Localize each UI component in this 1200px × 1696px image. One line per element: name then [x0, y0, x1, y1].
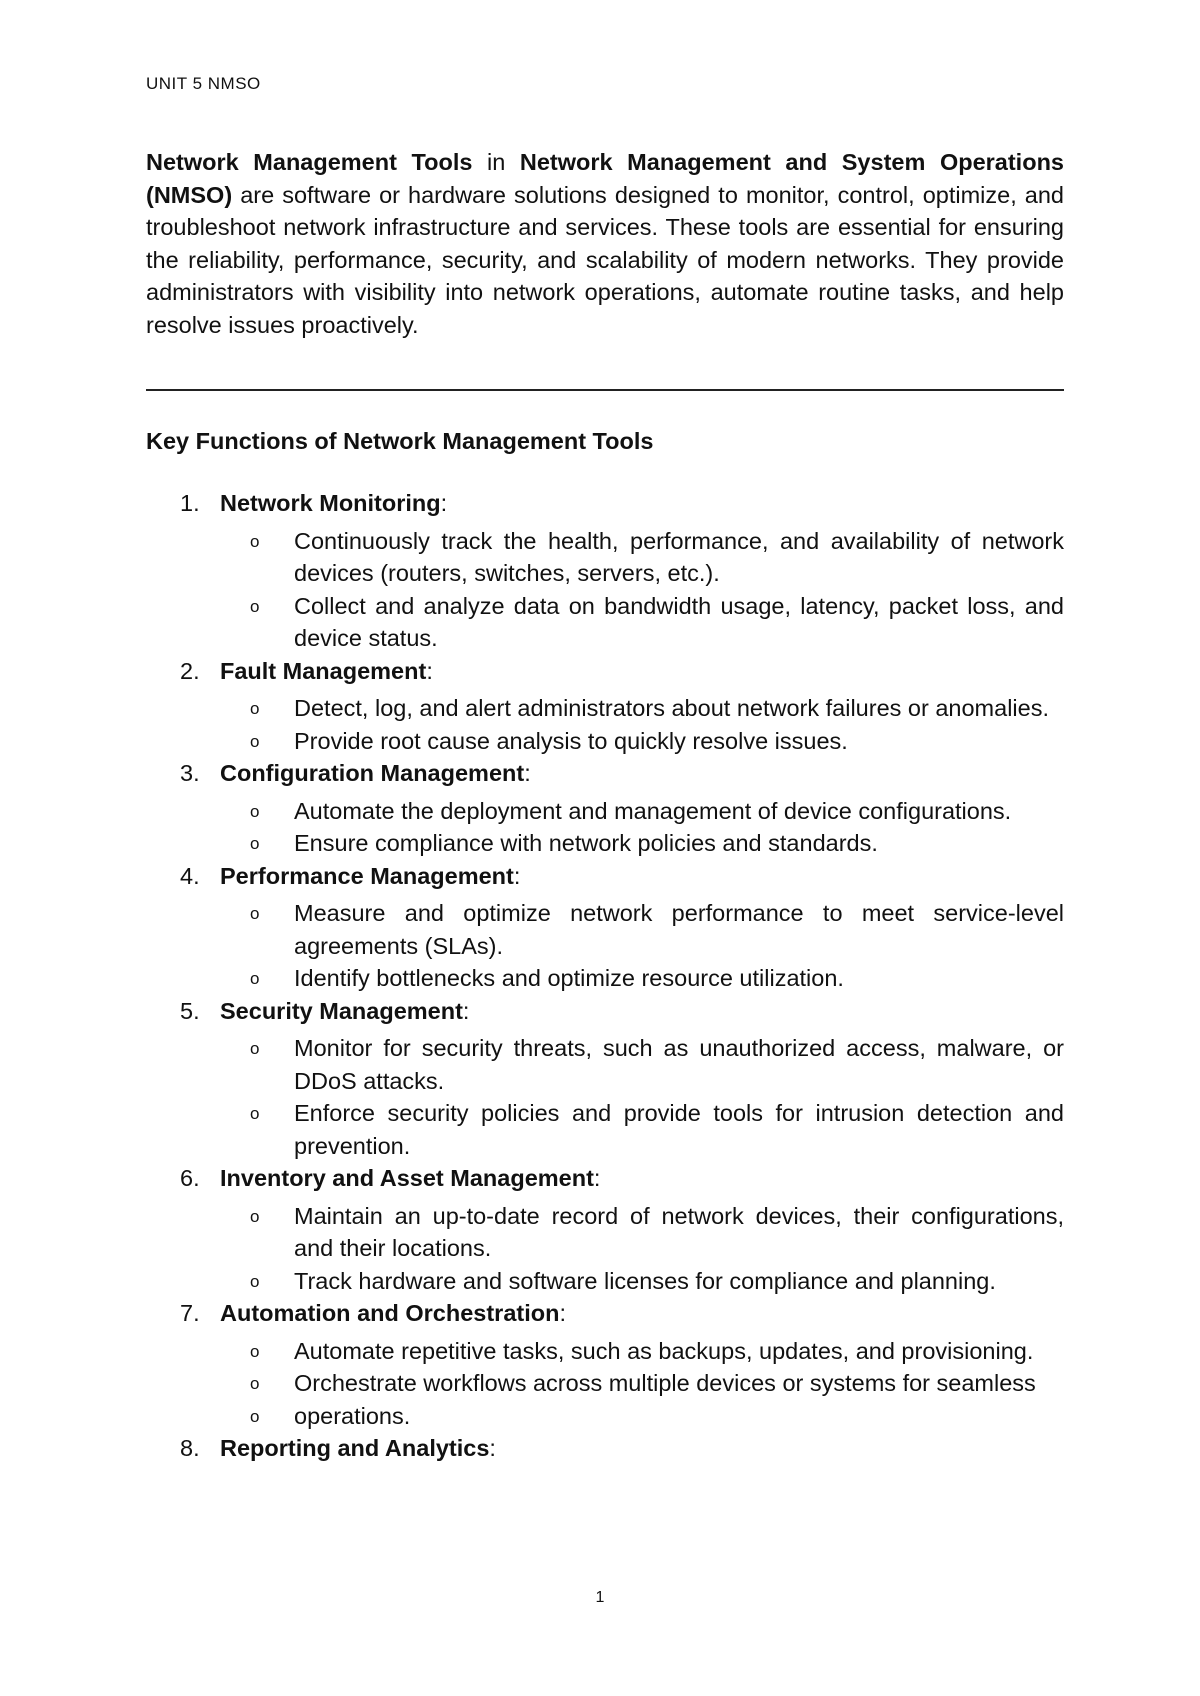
- circle-bullet-icon: o: [250, 969, 260, 988]
- intro-bold-term: Network Management Tools: [146, 149, 473, 175]
- sub-list-item-text: Automate the deployment and management of device configurations.: [294, 797, 1012, 824]
- list-item-title: Inventory and Asset Management: [220, 1165, 594, 1191]
- sub-list-item: [220, 1335, 1064, 1368]
- sub-list-item-text: Ensure compliance with network policies and standards.: [294, 830, 878, 856]
- page-number: 1: [595, 1589, 605, 1606]
- circle-bullet-icon: o: [250, 801, 260, 821]
- sub-list-item: [220, 897, 1064, 962]
- sub-list: [220, 1335, 1064, 1433]
- list-item-number: 2.: [180, 657, 200, 684]
- list-item-colon: :: [559, 1300, 566, 1326]
- key-functions-list: [146, 487, 1064, 1465]
- list-item-number: 6.: [180, 1165, 200, 1191]
- list-item-colon: :: [513, 862, 521, 889]
- sub-list-item-text: Continuously track the health, performance, and availability of network devices (routers, switches, servers, etc.).: [294, 527, 1064, 586]
- list-item-title: Reporting and Analytics: [220, 1435, 490, 1461]
- horizontal-rule: [146, 389, 1064, 391]
- sub-list-item: [220, 1265, 1064, 1298]
- list-item-number: 4.: [180, 862, 200, 889]
- list-item-title: Automation and Orchestration: [220, 1300, 560, 1326]
- sub-list-item: [220, 725, 1064, 758]
- intro-bold-term: Network Management and System Operations (NMSO): [146, 149, 1064, 208]
- sub-list: [220, 1032, 1064, 1162]
- sub-list-item: [220, 962, 1064, 995]
- list-item-number: 3.: [180, 760, 200, 786]
- circle-bullet-icon: o: [250, 834, 260, 853]
- list-item: [146, 860, 1064, 995]
- sub-list: [220, 795, 1064, 860]
- list-item-title: Performance Management: [220, 862, 514, 889]
- sub-list-item: [220, 590, 1064, 655]
- sub-list-item: [220, 1097, 1064, 1162]
- list-item-number: 1.: [180, 490, 200, 516]
- running-header: UNIT 5 NMSO: [146, 74, 261, 93]
- circle-bullet-icon: o: [250, 1104, 260, 1123]
- sub-list-item-text: Collect and analyze data on bandwidth usage, latency, packet loss, and device status.: [294, 592, 1064, 651]
- list-item-colon: :: [440, 490, 448, 516]
- sub-list-item-text: Detect, log, and alert administrators about network failures or anomalies.: [294, 695, 1049, 721]
- sub-list: [220, 692, 1064, 757]
- list-item-title: Fault Management: [220, 657, 427, 684]
- circle-bullet-icon: o: [250, 699, 260, 718]
- sub-list-item-text: Track hardware and software licenses for compliance and planning.: [294, 1267, 996, 1294]
- list-item: [146, 1432, 1064, 1465]
- circle-bullet-icon: o: [250, 1406, 260, 1426]
- intro-text: in: [472, 149, 520, 175]
- list-item-number: 5.: [180, 997, 200, 1024]
- circle-bullet-icon: o: [250, 1374, 260, 1393]
- sub-list-item: [220, 1200, 1064, 1265]
- list-item: [146, 995, 1064, 1163]
- sub-list: [220, 897, 1064, 995]
- circle-bullet-icon: o: [250, 1206, 260, 1226]
- sub-list-item-text: Automate repetitive tasks, such as backups, updates, and provisioning.: [294, 1337, 1034, 1364]
- list-item-colon: :: [593, 1165, 601, 1191]
- sub-list-item: [220, 827, 1064, 860]
- circle-bullet-icon: o: [250, 1271, 260, 1291]
- sub-list: [220, 525, 1064, 655]
- list-item: [146, 655, 1064, 758]
- list-item-title: Network Monitoring: [220, 490, 441, 516]
- sub-list-item-text: operations.: [294, 1402, 411, 1429]
- circle-bullet-icon: o: [250, 596, 260, 616]
- sub-list-item-text: Provide root cause analysis to quickly resolve issues.: [294, 727, 848, 754]
- list-item-title: Configuration Management: [220, 760, 525, 786]
- sub-list-item-text: Monitor for security threats, such as unauthorized access, malware, or DDoS attacks.: [294, 1035, 1064, 1094]
- sub-list-item-text: Orchestrate workflows across multiple devices or systems for seamless: [294, 1370, 1036, 1396]
- circle-bullet-icon: o: [250, 1341, 260, 1361]
- list-item: [146, 1297, 1064, 1432]
- circle-bullet-icon: o: [250, 531, 260, 551]
- circle-bullet-icon: o: [250, 1039, 260, 1058]
- list-item-colon: :: [426, 657, 433, 684]
- circle-bullet-icon: o: [250, 904, 260, 923]
- sub-list-item: [220, 1032, 1064, 1097]
- list-item-number: 8.: [180, 1435, 200, 1461]
- sub-list-item: [220, 525, 1064, 590]
- sub-list-item: [220, 1367, 1064, 1400]
- sub-list-item-text: Maintain an up-to-date record of network devices, their configurations, and their locations.: [294, 1202, 1064, 1261]
- intro-text: are software or hardware solutions designed to monitor, control, optimize, and troubleshoot network infrastructure and services. These tools are essential for ensuring the reliability, performance, security, and scalability of modern networks. They provide administrators with visibility into network operations, automate routine tasks, and help resolve issues proactively.: [146, 181, 1064, 338]
- sub-list-item-text: Identify bottlenecks and optimize resource utilization.: [294, 965, 844, 991]
- intro-paragraph: [146, 146, 1064, 341]
- list-item: [146, 487, 1064, 655]
- sub-list: [220, 1200, 1064, 1298]
- list-item-colon: :: [462, 997, 470, 1024]
- sub-list-item-text: Measure and optimize network performance to meet service-level agreements (SLAs).: [294, 900, 1064, 959]
- list-item: [146, 757, 1064, 860]
- section-heading: Key Functions of Network Management Tools: [146, 428, 654, 454]
- list-item-number: 7.: [180, 1300, 200, 1326]
- list-item-colon: :: [524, 760, 531, 786]
- sub-list-item: [220, 692, 1064, 725]
- sub-list-item: [220, 1400, 1064, 1433]
- list-item-colon: :: [489, 1435, 496, 1461]
- circle-bullet-icon: o: [250, 731, 260, 751]
- list-item: [146, 1162, 1064, 1297]
- sub-list-item: [220, 795, 1064, 828]
- sub-list-item-text: Enforce security policies and provide tools for intrusion detection and prevention.: [294, 1100, 1064, 1159]
- list-item-title: Security Management: [220, 997, 463, 1024]
